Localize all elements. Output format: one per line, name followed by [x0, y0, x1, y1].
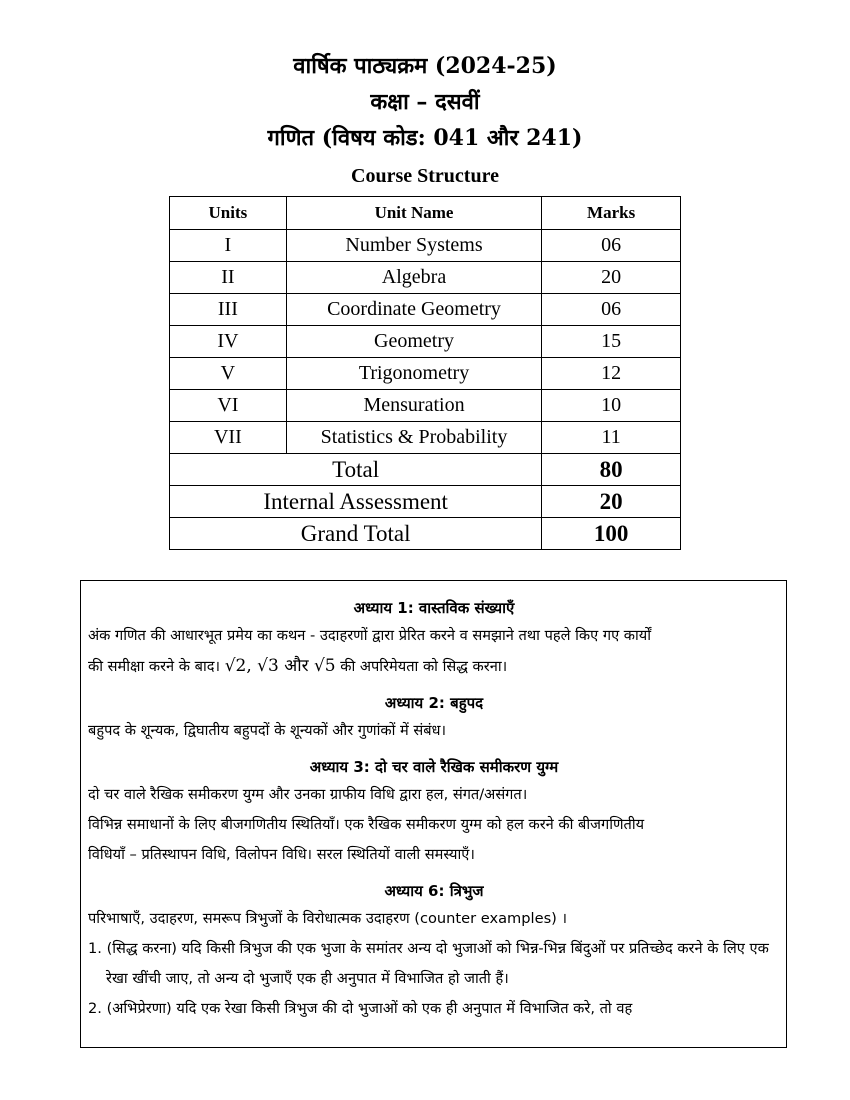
unit-cell: VI [170, 390, 287, 422]
table-row [170, 230, 681, 262]
header-marks: Marks [542, 197, 681, 230]
table-row [170, 294, 681, 326]
marks-cell: 20 [542, 262, 681, 294]
grand-total-value: 100 [542, 518, 681, 550]
internal-assessment-row [170, 486, 681, 518]
marks-cell: 15 [542, 326, 681, 358]
marks-cell: 12 [542, 358, 681, 390]
header-unit-name: Unit Name [286, 197, 542, 230]
unit-cell: V [170, 358, 287, 390]
chapter-2-text: बहुपद के शून्यक, द्विघातीय बहुपदों के शून्यकों और गुणांकों में संबंध। [88, 722, 447, 739]
internal-assessment-label: Internal Assessment [170, 486, 542, 518]
unit-cell: I [170, 230, 287, 262]
unit-cell: IV [170, 326, 287, 358]
marks-cell: 10 [542, 390, 681, 422]
marks-cell: 06 [542, 294, 681, 326]
marks-cell: 11 [542, 422, 681, 454]
chapter-6-text: परिभाषाएँ, उदाहरण, समरूप त्रिभुजों के विरोधात्मक उदाहरण (counter examples) । [88, 910, 568, 927]
irrational-roots-math: √2, √3 और √5 [224, 656, 336, 676]
chapter-3-text-2: विभिन्न समाधानों के लिए बीजगणितीय स्थितियाँ। एक रैखिक समीकरण युग्म को हल करने की बीजगणितीय [88, 816, 645, 833]
chapter-3-title: अध्याय 3: दो चर वाले रैखिक समीकरण युग्म [309, 758, 559, 776]
grand-total-label: Grand Total [170, 518, 542, 550]
chapter-1-text-pre: की समीक्षा करने के बाद। [88, 658, 221, 675]
chapter-1-text-post: की अपरिमेयता को सिद्ध करना। [340, 658, 508, 675]
total-label: Total [170, 454, 542, 486]
course-structure-title: Course Structure [351, 165, 499, 187]
chapter-2-title: अध्याय 2: बहुपद [384, 694, 484, 712]
course-structure-table [169, 196, 681, 550]
table-header-row [170, 197, 681, 230]
chapter-6-item-2: 2. (अभिप्रेरणा) यदि एक रेखा किसी त्रिभुज की दो भुजाओं को एक ही अनुपात में विभाजित करे, तो वह [88, 1000, 633, 1017]
unit-name-cell: Coordinate Geometry [286, 294, 542, 326]
chapter-1-title: अध्याय 1: वास्तविक संख्याएँ [353, 599, 515, 617]
header-units: Units [170, 197, 287, 230]
unit-name-cell: Mensuration [286, 390, 542, 422]
grand-total-row [170, 518, 681, 550]
total-value: 80 [542, 454, 681, 486]
unit-cell: VII [170, 422, 287, 454]
class-title: कक्षा – दसवीं [370, 89, 480, 115]
marks-cell: 06 [542, 230, 681, 262]
unit-cell: III [170, 294, 287, 326]
total-row [170, 454, 681, 486]
syllabus-year-title: वार्षिक पाठ्यक्रम (2024-25) [293, 53, 557, 79]
document-header [0, 48, 850, 194]
unit-name-cell: Algebra [286, 262, 542, 294]
unit-name-cell: Trigonometry [286, 358, 542, 390]
chapter-3-text-1: दो चर वाले रैखिक समीकरण युग्म और उनका ग्राफीय विधि द्वारा हल, संगत/असंगत। [88, 786, 528, 803]
subject-title: गणित (विषय कोड: 041 और 241) [267, 125, 583, 151]
chapter-1-text-continued [88, 651, 780, 682]
unit-name-cell: Geometry [286, 326, 542, 358]
table-row [170, 390, 681, 422]
chapter-1-text: अंक गणित की आधारभूत प्रमेय का कथन - उदाहरणों द्वारा प्रेरित करने व समझाने तथा पहले किए गए कार्यों [88, 627, 652, 644]
table-row [170, 422, 681, 454]
unit-name-cell: Statistics & Probability [286, 422, 542, 454]
internal-assessment-value: 20 [542, 486, 681, 518]
chapter-6-item-1: 1. (सिद्ध करना) यदि किसी त्रिभुज की एक भुजा के समांतर अन्य दो भुजाओं को भिन्न-भिन्न बिंदुओं पर प्रतिच्छेद करने के लिए एक रेखा खींची जाए, तो अन्य दो भुजाएँ एक ही अनुपात में विभाजित हो जाती हैं। [88, 940, 769, 987]
chapter-3-text-3: विधियाँ – प्रतिस्थापन विधि, विलोपन विधि। सरल स्थितियों वाली समस्याएँ। [88, 846, 475, 863]
table-row [170, 326, 681, 358]
unit-name-cell: Number Systems [286, 230, 542, 262]
syllabus-content-box [80, 580, 787, 1048]
table-row [170, 358, 681, 390]
chapter-6-title: अध्याय 6: त्रिभुज [384, 882, 484, 900]
unit-cell: II [170, 262, 287, 294]
table-row [170, 262, 681, 294]
